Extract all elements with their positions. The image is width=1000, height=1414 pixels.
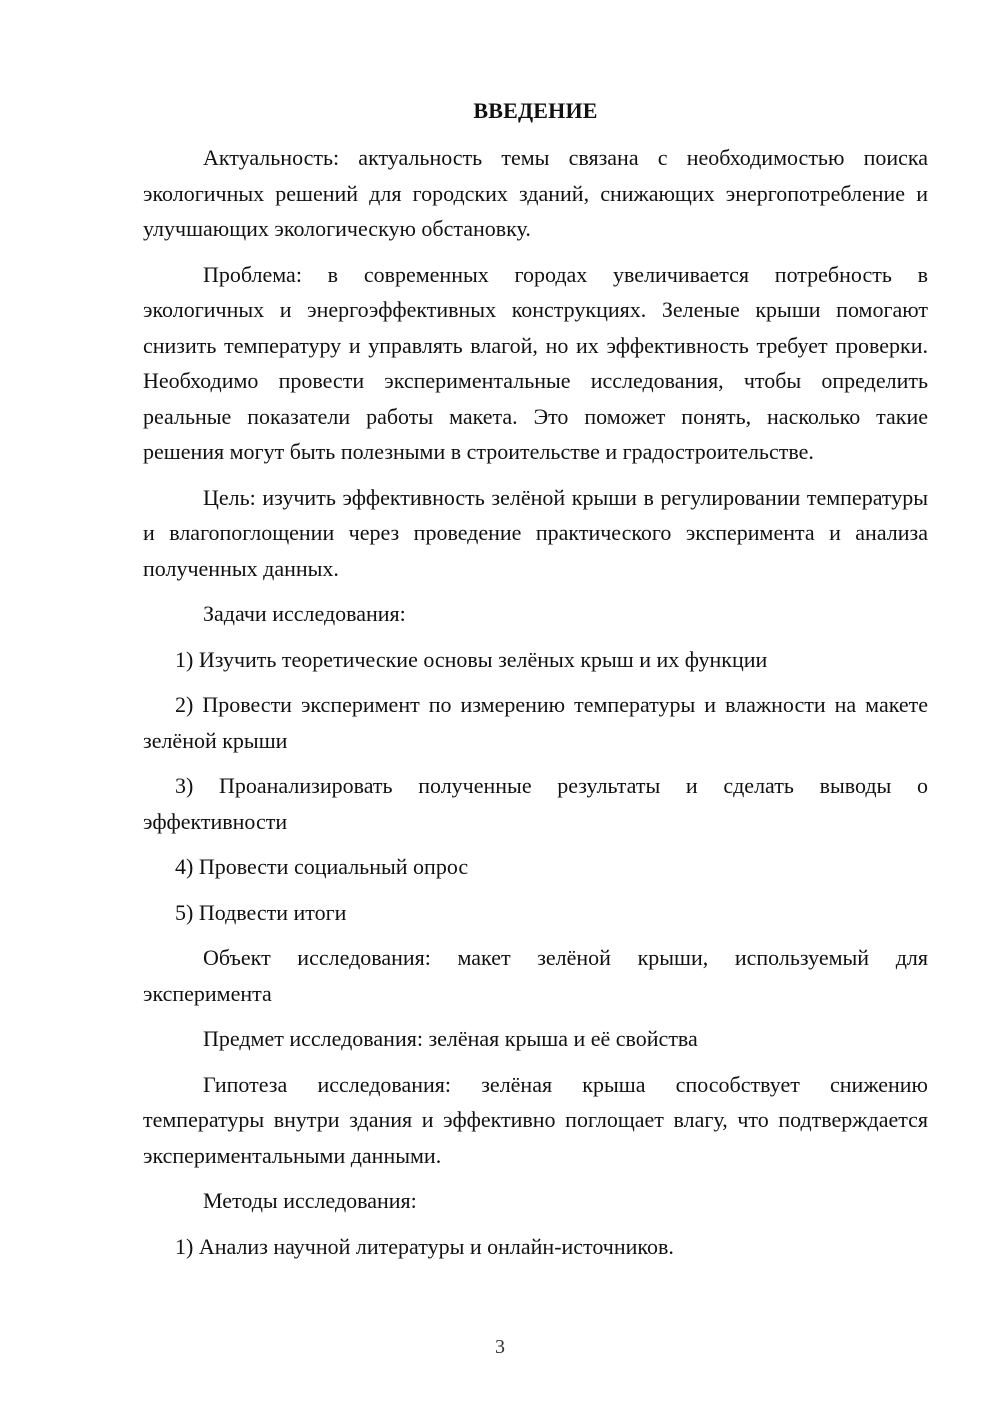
methods-heading: Методы исследования: xyxy=(203,1188,417,1213)
method-item-1: 1) Анализ научной литературы и онлайн-источников. xyxy=(175,1233,674,1259)
task-item-5: 5) Подвести итоги xyxy=(175,899,347,925)
subject-paragraph: Предмет исследования: зелёная крыша и её свойства xyxy=(203,1026,698,1051)
page-content xyxy=(143,96,928,1274)
task-item-3: 3) Проанализировать полученные результаты и сделать выводы о эффективности xyxy=(143,773,928,834)
task-item-4: 4) Провести социальный опрос xyxy=(175,854,469,879)
task-item-1: 1) Изучить теоретические основы зелёных крыш и их функции xyxy=(175,646,768,672)
object-paragraph: Объект исследования: макет зелёной крыши, используемый для эксперимента xyxy=(143,945,928,1006)
section-heading: ВВЕДЕНИЕ xyxy=(473,98,598,123)
task-item-2: 2) Провести эксперимент по измерению температуры и влажности на макете зелёной крыши xyxy=(143,692,928,753)
page-number: 3 xyxy=(495,1336,505,1358)
hypothesis-paragraph: Гипотеза исследования: зелёная крыша способствует снижению температуры внутри здания и эффективно поглощает влагу, что подтверждается экспериментальными данными. xyxy=(143,1071,928,1168)
tasks-heading: Задачи исследования: xyxy=(203,601,406,626)
goal-paragraph: Цель: изучить эффективность зелёной крыши в регулировании температуры и влагопоглощении через проведение практического эксперимента и анализа полученных данных. xyxy=(143,484,928,581)
problem-paragraph: Проблема: в современных городах увеличивается потребность в экологичных и энергоэффективных конструкциях. Зеленые крыши помогают снизить температуру и управлять влагой, но их эффективность требует проверки. Необходимо провести экспериментальные исследования, чтобы определить реальные показатели работы макета. Это поможет понять, насколько такие решения могут быть полезными в строительстве и градостроительстве. xyxy=(143,261,928,464)
relevance-paragraph: Актуальность: актуальность темы связана с необходимостью поиска экологичных решений для городских зданий, снижающих энергопотребление и улучшающих экологическую обстановку. xyxy=(143,145,928,241)
